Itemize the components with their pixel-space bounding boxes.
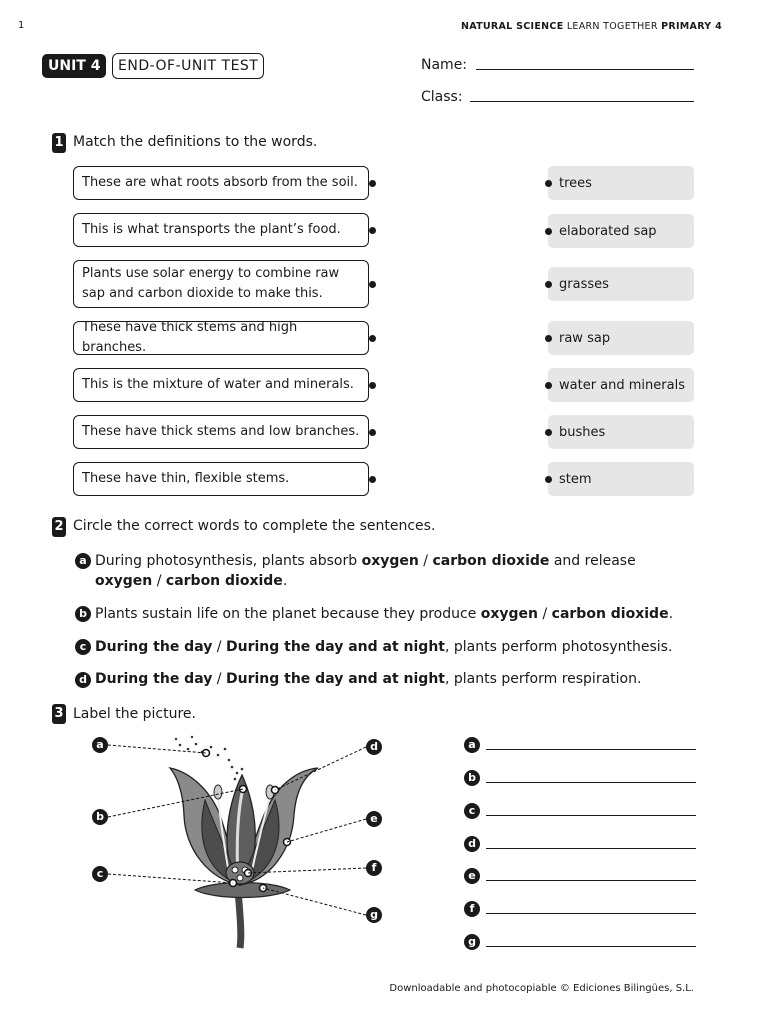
subject-name: NATURAL SCIENCE (460, 21, 564, 32)
word-6-dot[interactable] (545, 429, 552, 436)
question-2-number: 2 (52, 517, 66, 537)
definition-7: These have thin, flexible stems. (73, 462, 369, 496)
answer-a-field[interactable] (486, 749, 696, 750)
word-4: raw sap (548, 321, 694, 355)
word-5-dot[interactable] (545, 382, 552, 389)
question-3-instruction: Label the picture. (73, 706, 196, 722)
option-during-the-day[interactable]: During the day (95, 671, 213, 687)
book-header (461, 21, 722, 32)
definition-1-dot[interactable] (369, 180, 376, 187)
answer-b-letter: b (464, 770, 480, 786)
stem-shape (238, 890, 241, 948)
answer-g-field[interactable] (486, 946, 696, 947)
ovule-3 (237, 875, 243, 881)
option-day-and-night[interactable]: During the day and at night (225, 671, 445, 687)
footer-copyright: Downloadable and photocopiable © Ediciones Bilingües, S.L. (389, 983, 694, 994)
sentence-c: During the day / During the day and at night, plants perform photosynthesis. (95, 639, 673, 655)
sentence-d: During the day / During the day and at night, plants perform respiration. (95, 671, 642, 687)
definition-4-dot[interactable] (369, 335, 376, 342)
question-3-number: 3 (52, 704, 66, 724)
diagram-marker-f: f (366, 860, 382, 876)
word-2: elaborated sap (548, 214, 694, 248)
option-carbon-dioxide[interactable]: carbon dioxide (551, 606, 669, 622)
option-oxygen[interactable]: oxygen (361, 553, 419, 569)
word-2-dot[interactable] (545, 228, 552, 235)
sentence-d-letter: d (75, 672, 91, 688)
sentence-b: Plants sustain life on the planet because they produce oxygen / carbon dioxide. (95, 606, 674, 622)
name-field[interactable] (476, 69, 694, 70)
question-1-instruction: Match the definitions to the words. (73, 134, 318, 150)
answer-c-letter: c (464, 803, 480, 819)
definition-2: This is what transports the plant’s food. (73, 213, 369, 247)
definition-3: Plants use solar energy to combine raw sap and carbon dioxide to make this. (73, 260, 369, 308)
unit-badge: UNIT 4 (42, 54, 106, 78)
answer-d-field[interactable] (486, 848, 696, 849)
name-label: Name: (421, 57, 468, 73)
unit-title: END-OF-UNIT TEST (112, 53, 264, 79)
diagram-marker-e: e (366, 811, 382, 827)
sentence-c-letter: c (75, 639, 91, 655)
definition-3-dot[interactable] (369, 281, 376, 288)
class-field[interactable] (470, 101, 694, 102)
anther-1 (214, 785, 222, 799)
word-3: grasses (548, 267, 694, 301)
word-3-dot[interactable] (545, 281, 552, 288)
ovule-1 (232, 867, 238, 873)
answer-b-field[interactable] (486, 782, 696, 783)
option-during-the-day[interactable]: During the day (95, 639, 213, 655)
sentence-a-letter: a (75, 553, 91, 569)
word-7: stem (548, 462, 694, 496)
word-1: trees (548, 166, 694, 200)
diagram-marker-d: d (366, 739, 382, 755)
definition-7-dot[interactable] (369, 476, 376, 483)
word-6: bushes (548, 415, 694, 449)
answer-a-letter: a (464, 737, 480, 753)
option-day-and-night[interactable]: During the day and at night (225, 639, 445, 655)
definition-5-dot[interactable] (369, 382, 376, 389)
question-1-number: 1 (52, 133, 66, 153)
definition-1: These are what roots absorb from the soil. (73, 166, 369, 200)
word-4-dot[interactable] (545, 335, 552, 342)
sentence-b-letter: b (75, 606, 91, 622)
word-1-dot[interactable] (545, 180, 552, 187)
option-oxygen[interactable]: oxygen (95, 573, 153, 589)
diagram-marker-c: c (92, 866, 108, 882)
level-name: PRIMARY 4 (661, 21, 722, 32)
option-carbon-dioxide[interactable]: carbon dioxide (165, 573, 283, 589)
answer-f-letter: f (464, 901, 480, 917)
definition-2-dot[interactable] (369, 227, 376, 234)
answer-d-letter: d (464, 836, 480, 852)
sentence-a: During photosynthesis, plants absorb oxygen / carbon dioxide and release oxygen / carbon dioxide. (95, 553, 636, 589)
definition-5: This is the mixture of water and minerals. (73, 368, 369, 402)
answer-c-field[interactable] (486, 815, 696, 816)
definition-6-dot[interactable] (369, 429, 376, 436)
answer-e-letter: e (464, 868, 480, 884)
answer-f-field[interactable] (486, 913, 696, 914)
diagram-marker-b: b (92, 809, 108, 825)
word-5: water and minerals (548, 368, 694, 402)
definition-4: These have thick stems and high branches. (73, 321, 369, 355)
option-oxygen[interactable]: oxygen (480, 606, 539, 622)
word-7-dot[interactable] (545, 476, 552, 483)
page-number: 1 (18, 20, 25, 31)
class-label: Class: (421, 89, 463, 105)
diagram-marker-g: g (366, 907, 382, 923)
question-2-instruction: Circle the correct words to complete the sentences. (73, 518, 436, 534)
diagram-marker-a: a (92, 737, 108, 753)
answer-g-letter: g (464, 934, 480, 950)
definition-6: These have thick stems and low branches. (73, 415, 369, 449)
series-name: LEARN TOGETHER (566, 21, 658, 32)
flower-diagram (80, 730, 400, 960)
option-carbon-dioxide[interactable]: carbon dioxide (432, 553, 550, 569)
answer-e-field[interactable] (486, 880, 696, 881)
